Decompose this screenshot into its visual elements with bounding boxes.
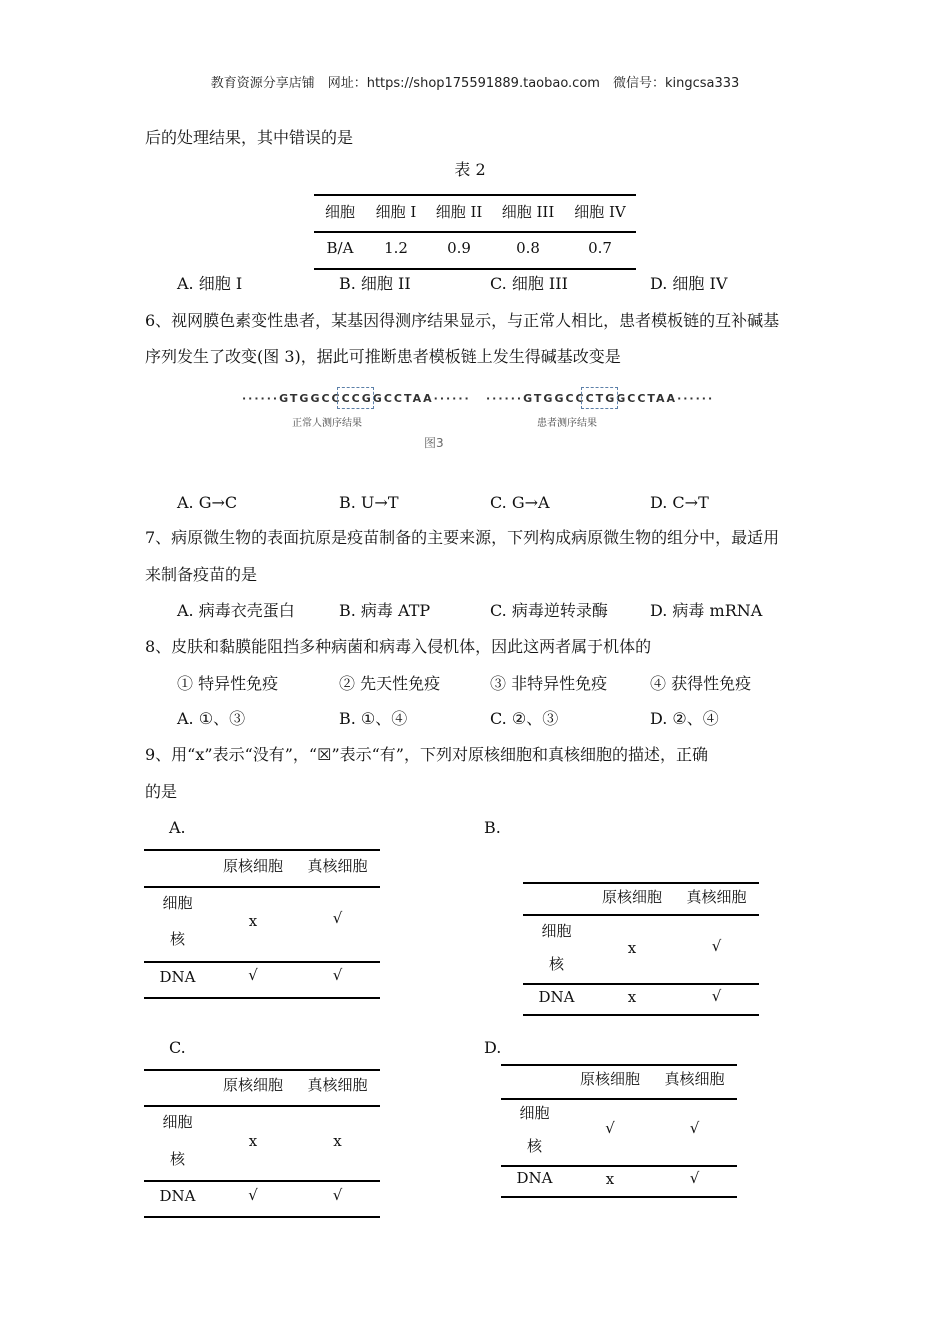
page-header: 教育资源分享店铺 网址：https://shop175591889.taobao.com 微信号：kingcsa333 bbox=[210, 76, 740, 91]
row-label: 核 bbox=[526, 1137, 542, 1155]
table-cell: 0.9 bbox=[447, 239, 471, 257]
col-header: 原核细胞 bbox=[579, 1070, 640, 1088]
table-rule bbox=[523, 914, 759, 916]
table-rule bbox=[501, 1064, 737, 1066]
q8-option-b: B. ①、④ bbox=[339, 709, 408, 728]
table-cell: √ bbox=[711, 937, 722, 955]
row-label: 核 bbox=[548, 955, 564, 973]
row-label: 细胞 bbox=[162, 894, 193, 912]
q8-item-1: ① 特异性免疫 bbox=[177, 674, 279, 693]
q8-option-d: D. ②、④ bbox=[650, 709, 719, 728]
table-rule bbox=[314, 194, 636, 196]
q6-stem-line2: 序列发生了改变(图 3)，据此可推断患者模板链上发生得碱基改变是 bbox=[145, 347, 621, 366]
q9-option-a-label: A. bbox=[169, 818, 186, 837]
q7-option-b: B. 病毒 ATP bbox=[339, 601, 431, 620]
table-rule bbox=[144, 1180, 380, 1182]
col-header: 真核细胞 bbox=[686, 888, 747, 906]
row-label: DNA bbox=[516, 1169, 553, 1187]
q7-stem-line1: 7、病原微生物的表面抗原是疫苗制备的主要来源，下列构成病原微生物的组分中，最适用 bbox=[145, 528, 780, 547]
table2-title: 表 2 bbox=[454, 160, 486, 179]
table-cell: √ bbox=[332, 966, 343, 984]
patient-caption: 患者测序结果 bbox=[537, 418, 597, 429]
q9-stem-line1: 9、用“x”表示“没有”，“☒”表示“有”，下列对原核细胞和真核细胞的描述，正确 bbox=[145, 745, 708, 764]
table-cell: 0.8 bbox=[516, 239, 540, 257]
table-rule bbox=[523, 1014, 759, 1016]
table-rule bbox=[144, 849, 380, 851]
table-cell: x bbox=[248, 912, 258, 930]
table-rule bbox=[314, 231, 636, 233]
table-rule bbox=[501, 1165, 737, 1167]
row-label: 细胞 bbox=[541, 922, 572, 940]
q5-option-b: B. 细胞 II bbox=[339, 274, 411, 293]
col-header: 真核细胞 bbox=[664, 1070, 725, 1088]
table-cell: √ bbox=[332, 909, 343, 927]
patient-sequence: ······GTGGCCCTGGCCTAA······ bbox=[486, 392, 715, 405]
table-cell: √ bbox=[248, 1186, 258, 1204]
row-label: DNA bbox=[538, 988, 575, 1006]
q6-option-b: B. U→T bbox=[339, 493, 399, 512]
table-rule bbox=[523, 983, 759, 985]
normal-sequence: ······GTGGCCCCGGCCTAA······ bbox=[242, 392, 471, 405]
q6-option-c: C. G→A bbox=[490, 493, 550, 512]
table-cell: x bbox=[333, 1132, 342, 1150]
normal-caption: 正常人测序结果 bbox=[292, 418, 362, 429]
q9-option-d-label: D. bbox=[484, 1038, 502, 1057]
row-label: 核 bbox=[169, 930, 185, 948]
table-rule bbox=[501, 1196, 737, 1198]
row-label: 细胞 bbox=[519, 1104, 550, 1122]
col-header: 真核细胞 bbox=[307, 1076, 368, 1094]
q9-option-c-label: C. bbox=[169, 1038, 186, 1057]
table-header: 细胞 bbox=[324, 203, 355, 221]
table-cell: √ bbox=[711, 987, 722, 1005]
col-header: 原核细胞 bbox=[222, 1076, 283, 1094]
table-cell: B/A bbox=[326, 239, 354, 257]
table-cell: 0.7 bbox=[588, 239, 612, 257]
table-header: 细胞 I bbox=[375, 203, 417, 221]
table-cell: √ bbox=[605, 1119, 615, 1137]
table-rule bbox=[501, 1098, 737, 1100]
table-header: 细胞 IV bbox=[574, 203, 626, 221]
table-cell: 1.2 bbox=[384, 239, 408, 257]
q5-continuation: 后的处理结果，其中错误的是 bbox=[145, 128, 354, 147]
table-rule bbox=[523, 882, 759, 884]
q6-stem-line1: 6、视网膜色素变性患者，某基因得测序结果显示，与正常人相比，患者模板链的互补碱基 bbox=[145, 311, 780, 330]
row-label: 核 bbox=[169, 1150, 185, 1168]
row-label: 细胞 bbox=[162, 1113, 193, 1131]
table-cell: x bbox=[627, 988, 637, 1006]
highlight-box bbox=[337, 387, 374, 409]
row-label: DNA bbox=[159, 1187, 196, 1205]
q7-option-a: A. 病毒衣壳蛋白 bbox=[177, 601, 295, 620]
q9-stem-line2: 的是 bbox=[145, 782, 178, 801]
q5-option-a: A. 细胞 I bbox=[177, 274, 243, 293]
table-header: 细胞 III bbox=[501, 203, 555, 221]
table-cell: √ bbox=[332, 1186, 343, 1204]
q7-option-c: C. 病毒逆转录酶 bbox=[490, 601, 608, 620]
q8-item-4: ④ 获得性免疫 bbox=[650, 674, 752, 693]
table-cell: x bbox=[605, 1170, 615, 1188]
table-rule bbox=[144, 1216, 380, 1218]
table-rule bbox=[144, 886, 380, 888]
q9-option-b-label: B. bbox=[484, 818, 501, 837]
highlight-box bbox=[581, 387, 618, 409]
table-cell: √ bbox=[689, 1169, 700, 1187]
q6-option-d: D. C→T bbox=[650, 493, 709, 512]
col-header: 原核细胞 bbox=[222, 857, 283, 875]
q8-option-c: C. ②、③ bbox=[490, 709, 559, 728]
table-rule bbox=[144, 1069, 380, 1071]
table-cell: √ bbox=[689, 1119, 700, 1137]
table-rule bbox=[144, 997, 380, 999]
q6-option-a: A. G→C bbox=[177, 493, 238, 512]
q8-item-3: ③ 非特异性免疫 bbox=[490, 674, 608, 693]
col-header: 原核细胞 bbox=[601, 888, 662, 906]
row-label: DNA bbox=[159, 968, 196, 986]
q8-item-2: ② 先天性免疫 bbox=[339, 674, 441, 693]
q7-stem-line2: 来制备疫苗的是 bbox=[145, 565, 258, 584]
q5-option-c: C. 细胞 III bbox=[490, 274, 568, 293]
table-cell: √ bbox=[248, 966, 258, 984]
table-rule bbox=[314, 268, 636, 270]
figure-label: 图3 bbox=[424, 436, 444, 450]
table-rule bbox=[144, 1105, 380, 1107]
q5-option-d: D. 细胞 IV bbox=[650, 274, 728, 293]
col-header: 真核细胞 bbox=[307, 857, 368, 875]
q7-option-d: D. 病毒 mRNA bbox=[650, 601, 763, 620]
q8-option-a: A. ①、③ bbox=[177, 709, 246, 728]
table-header: 细胞 II bbox=[435, 203, 483, 221]
table-rule bbox=[144, 961, 380, 963]
table-cell: x bbox=[627, 939, 637, 957]
q8-stem: 8、皮肤和黏膜能阻挡多种病菌和病毒入侵机体，因此这两者属于机体的 bbox=[145, 637, 652, 656]
table-cell: x bbox=[248, 1132, 258, 1150]
